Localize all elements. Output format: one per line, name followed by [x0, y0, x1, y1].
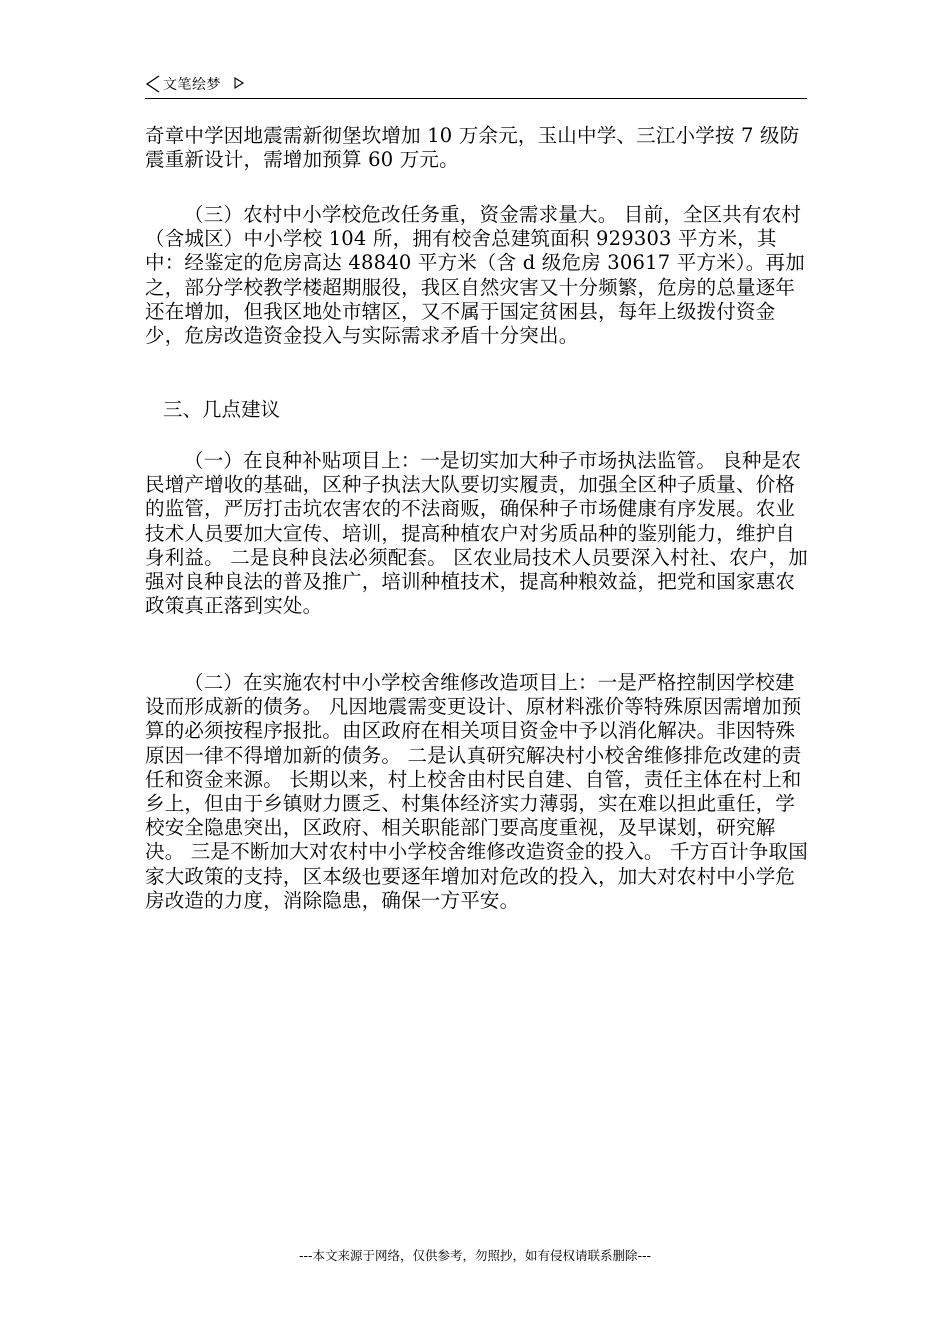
- page-footer-note: ---本文来源于网络，仅供参考，勿照抄，如有侵权请联系删除---: [298, 1248, 652, 1263]
- triangle-right-icon: [233, 76, 245, 90]
- paragraph-school-renovation: （二）在实施农村中小学校舍维修改造项目上：一是严格控制因学校建设而形成新的债务。 凡因地震需变更设计、原材料涨价等特殊原因需增加预算的必须按程序报批。由区政府在相关项目资金中予以消化解决。非因特殊原因一律不得增加新的债务。 二是认真研究解决村小校舍维修排危改建的责任和资金来源。 长期以来，村上校舍由村民自建、自管，责任主体在村上和乡上，但由于乡镇财力匮乏、村集体经济实力薄弱，实在难以担此重任，学校安全隐患突出，区政府、相关职能部门要高度重视，及早谋划，研究解决。 三是不断加大对农村中小学校舍维修改造资金的投入。 千方百计争取国家大政策的支持，区本级也要逐年增加对危改的投入，加大对农村中小学危房改造的力度，消除隐患，确保一方平安。: [145, 671, 808, 912]
- section-heading: 三、几点建议: [163, 398, 281, 421]
- paragraph-seed-subsidy: （一）在良种补贴项目上：一是切实加大种子市场执法监管。 良种是农民增产增收的基础，区种子执法大队要切实履责，加强全区种子质量、价格的监管，严厉打击坑农害农的不法商贩，确保种子市场健康有序发展。农业技术人员要加大宣传、培训，提高种植农户对劣质品种的鉴别能力，维护自身利益。 二是良种良法必须配套。 区农业局技术人员要深入村社、农户，加强对良种良法的普及推广，培训种植技术，提高种粮效益，把党和国家惠农政策真正落到实处。: [145, 449, 808, 618]
- header-brand: 文笔绘梦: [163, 77, 221, 93]
- triangle-left-icon: [145, 75, 161, 93]
- page-header: [145, 72, 807, 99]
- paragraph-rural-school-repairs: （三）农村中小学校危改任务重，资金需求量大。 目前，全区共有农村（含城区）中小学校 104 所，拥有校舍总建筑面积 929303 平方米，其中：经鉴定的危房高达 48840 平方米（含 d 级危房 30617 平方米）。再加之，部分学校教学楼超期服役，我区自然灾害又十分频繁，危房的总量逐年还在增加，但我区地处市辖区，又不属于国定贫困县，每年上级拨付资金少，危房改造资金投入与实际需求矛盾十分突出。: [145, 203, 805, 348]
- paragraph-continuation: 奇章中学因地震需新彻堡坎增加 10 万余元，玉山中学、三江小学按 7 级防震重新设计，需增加预算 60 万元。: [145, 124, 800, 172]
